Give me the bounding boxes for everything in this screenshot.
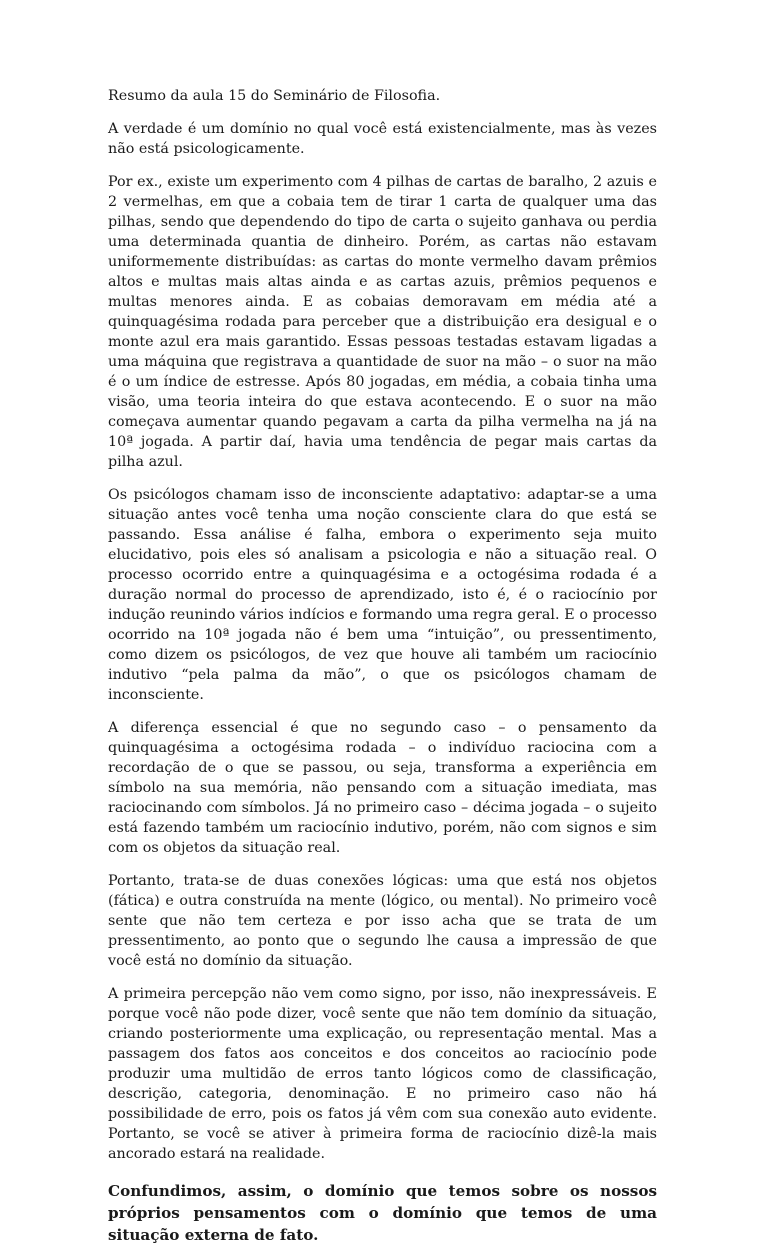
paragraph: A diferença essencial é que no segundo caso – o pensamento da quinquagésima a octogésima rodada – o indivíduo raciocina com a recordação de o que se passou, ou seja, transforma a experiência em símbolo na sua memória, não pensando com a situação imediata, mas raciocinando com símbolos. Já no primeiro caso – décima jogada – o sujeito está fazendo também um raciocínio indutivo, porém, não com signos e sim com os objetos da situação real. bbox=[108, 720, 657, 856]
paragraph: A verdade é um domínio no qual você está existencialmente, mas às vezes não está psicologicamente. bbox=[108, 121, 657, 157]
document-page bbox=[108, 86, 657, 1259]
paragraph: Os psicólogos chamam isso de inconsciente adaptativo: adaptar-se a uma situação antes você tenha uma noção consciente clara do que está se passando. Essa análise é falha, embora o experimento seja muito elucidativo, pois eles só analisam a psicologia e não a situação real. O processo ocorrido entre a quinquagésima e a octogésima rodada é a duração normal do processo de aprendizado, isto é, é o raciocínio por indução reunindo vários indícios e formando uma regra geral. E o processo ocorrido na 10ª jogada não é bem uma “intuição”, ou pressentimento, como dizem os psicólogos, de vez que houve ali também um raciocínio indutivo “pela palma da mão”, o que os psicólogos chamam de inconsciente. bbox=[108, 487, 657, 703]
paragraph: A primeira percepção não vem como signo, por isso, não inexpressáveis. E porque você não pode dizer, você sente que não tem domínio da situação, criando posteriormente uma explicação, ou representação mental. Mas a passagem dos fatos aos conceitos e dos conceitos ao raciocínio pode produzir uma multidão de erros tanto lógicos como de classificação, descrição, categoria, denominação. E no primeiro caso não há possibilidade de erro, pois os fatos já vêm com sua conexão auto evidente. Portanto, se você se ativer à primeira forma de raciocínio dizê-la mais ancorado estará na realidade. bbox=[108, 986, 657, 1162]
document-title: Resumo da aula 15 do Seminário de Filosofia. bbox=[108, 88, 441, 104]
paragraph: Portanto, trata-se de duas conexões lógicas: uma que está nos objetos (fática) e outra construída na mente (lógico, ou mental). No primeiro você sente que não tem certeza e por isso acha que se trata de um pressentimento, ao ponto que o segundo lhe causa a impressão de que você está no domínio da situação. bbox=[108, 873, 657, 969]
closing-statement: Confundimos, assim, o domínio que temos sobre os nossos próprios pensamentos com o domínio que temos de uma situação externa de fato. bbox=[108, 1182, 657, 1244]
paragraph: Por ex., existe um experimento com 4 pilhas de cartas de baralho, 2 azuis e 2 vermelhas, em que a cobaia tem de tirar 1 carta de qualquer uma das pilhas, sendo que dependendo do tipo de carta o sujeito ganhava ou perdia uma determinada quantia de dinheiro. Porém, as cartas não estavam uniformemente distribuídas: as cartas do monte vermelho davam prêmios altos e multas mais altas ainda e as cartas azuis, prêmios pequenos e multas menores ainda. E as cobaias demoravam em média até a quinquagésima rodada para perceber que a distribuição era desigual e o monte azul era mais garantido. Essas pessoas testadas estavam ligadas a uma máquina que registrava a quantidade de suor na mão – o suor na mão é o um índice de estresse. Após 80 jogadas, em média, a cobaia tinha uma visão, uma teoria inteira do que estava acontecendo. E o suor na mão começava aumentar quando pegavam a carta da pilha vermelha na já na 10ª jogada. A partir daí, havia uma tendência de pegar mais cartas da pilha azul. bbox=[108, 174, 657, 470]
